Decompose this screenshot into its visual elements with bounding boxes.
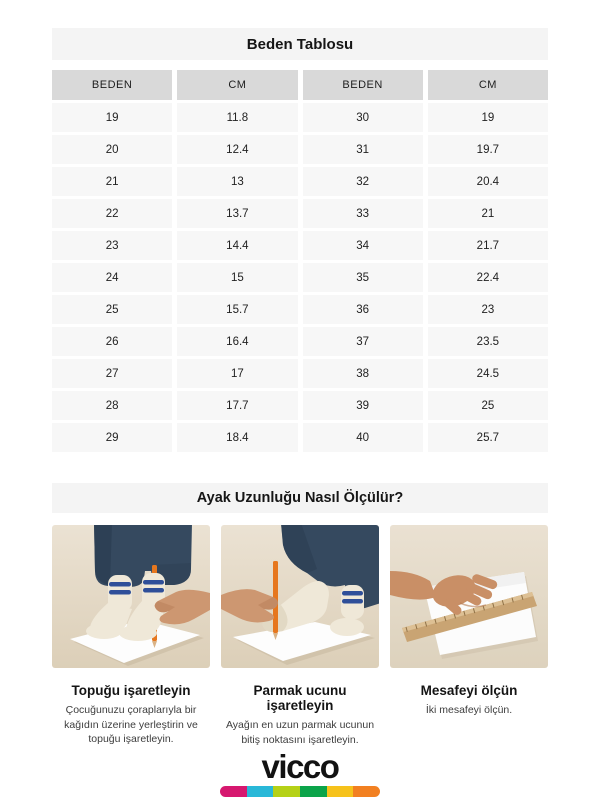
- table-cell: 33: [303, 199, 423, 228]
- table-cell: 24.5: [428, 359, 548, 388]
- table-cell: 25: [52, 295, 172, 324]
- step-mark-heel: [52, 525, 210, 747]
- brand-bar-segment-magenta: [220, 786, 247, 797]
- table-cell: 32: [303, 167, 423, 196]
- brand-rainbow-bar: [220, 786, 380, 797]
- table-cell: 23: [428, 295, 548, 324]
- heel-marking-photo: [52, 525, 210, 668]
- table-cell: 18.4: [177, 423, 297, 452]
- step-description: Çocuğunuzu çoraplarıyla bir kağıdın üzerine yerleştirin ve topuğu işaretleyin.: [64, 704, 198, 746]
- table-cell: 11.8: [177, 103, 297, 132]
- table-cell: 23.5: [428, 327, 548, 356]
- table-cell: 15.7: [177, 295, 297, 324]
- table-cell: 38: [303, 359, 423, 388]
- table-cell: 17.7: [177, 391, 297, 420]
- table-cell: 30: [303, 103, 423, 132]
- table-cell: 40: [303, 423, 423, 452]
- table-cell: 20.4: [428, 167, 548, 196]
- ruler-measuring-photo: [390, 525, 548, 668]
- table-cell: 25.7: [428, 423, 548, 452]
- table-cell: 14.4: [177, 231, 297, 260]
- brand-bar-segment-yellow: [327, 786, 354, 797]
- table-cell: 39: [303, 391, 423, 420]
- brand-bar-segment-cyan: [247, 786, 274, 797]
- table-cell: 15: [177, 263, 297, 292]
- column-header-cm-1: CM: [177, 70, 297, 100]
- step-title: Topuğu işaretleyin: [71, 683, 191, 698]
- step-title: Mesafeyi ölçün: [420, 683, 518, 698]
- table-cell: 35: [303, 263, 423, 292]
- toe-marking-photo: [221, 525, 379, 668]
- brand-bar-segment-orange: [353, 786, 380, 797]
- brand-logo: vicco: [261, 748, 339, 785]
- step-description: Ayağın en uzun parmak ucunun bitiş noktasını işaretleyin.: [225, 719, 375, 746]
- brand-bar-segment-green: [300, 786, 327, 797]
- step-description: İki mesafeyi ölçün.: [425, 704, 513, 716]
- size-table-title: [52, 28, 548, 60]
- table-cell: 19: [52, 103, 172, 132]
- table-cell: 19: [428, 103, 548, 132]
- table-cell: 22: [52, 199, 172, 228]
- table-cell: 23: [52, 231, 172, 260]
- table-cell: 20: [52, 135, 172, 164]
- column-header-beden-1: BEDEN: [52, 70, 172, 100]
- table-cell: 19.7: [428, 135, 548, 164]
- measure-guide-title-text: Ayak Uzunluğu Nasıl Ölçülür?: [196, 490, 404, 506]
- table-cell: 31: [303, 135, 423, 164]
- step-measure-distance: [390, 525, 548, 747]
- table-cell: 22.4: [428, 263, 548, 292]
- table-cell: 25: [428, 391, 548, 420]
- column-header-cm-2: CM: [428, 70, 548, 100]
- table-cell: 21.7: [428, 231, 548, 260]
- table-cell: 12.4: [177, 135, 297, 164]
- size-table-title-text: Beden Tablosu: [246, 35, 354, 53]
- table-cell: 34: [303, 231, 423, 260]
- size-table: [52, 70, 548, 452]
- brand-bar-segment-lime: [273, 786, 300, 797]
- table-cell: 21: [52, 167, 172, 196]
- step-title: Parmak ucunu işaretleyin: [253, 683, 347, 713]
- table-cell: 13.7: [177, 199, 297, 228]
- table-cell: 29: [52, 423, 172, 452]
- table-cell: 26: [52, 327, 172, 356]
- table-cell: 16.4: [177, 327, 297, 356]
- table-cell: 17: [177, 359, 297, 388]
- table-cell: 27: [52, 359, 172, 388]
- measure-guide-title: [52, 483, 548, 513]
- table-cell: 21: [428, 199, 548, 228]
- brand-footer: [0, 750, 600, 797]
- step-mark-toe: [221, 525, 379, 747]
- table-cell: 28: [52, 391, 172, 420]
- table-cell: 13: [177, 167, 297, 196]
- measure-guide-steps: [52, 525, 548, 747]
- table-cell: 36: [303, 295, 423, 324]
- table-cell: 24: [52, 263, 172, 292]
- table-cell: 37: [303, 327, 423, 356]
- column-header-beden-2: BEDEN: [303, 70, 423, 100]
